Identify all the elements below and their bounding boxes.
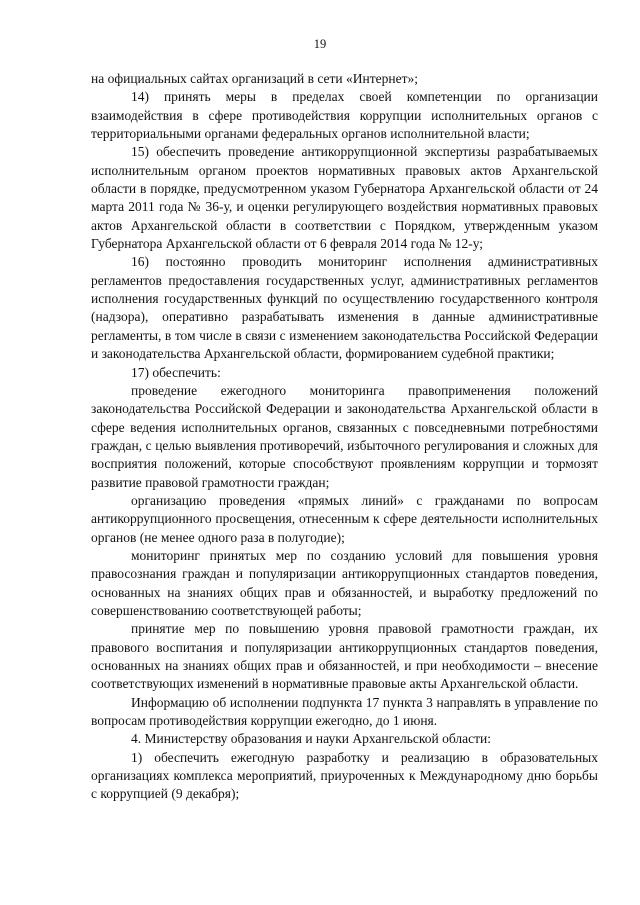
paragraph-legal-literacy: принятие мер по повышению уровня правовой грамотности граждан, их правового воспитания и популяризации антикоррупционных стандартов поведения, основанных на знаниях общих прав и обязанностей, и при необходимости – внесение соответствующих изменений в нормативные правовые акты Архангельской области. bbox=[91, 621, 598, 692]
paragraph-item-15: 15) обеспечить проведение антикоррупционной экспертизы разрабатываемых исполнительным органом проектов нормативных правовых актов Архангельской области в порядке, предусмотренном указом Губернатора Архангельской области от 24 марта 2011 года № 36-у, и оценки регулирующего воздействия нормативных правовых актов Архангельской области в соответствии с Порядком, утвержденным указом Губернатора Архангельской области от 6 февраля 2014 года № 12-у; bbox=[91, 144, 598, 252]
paragraph-measures-monitoring: мониторинг принятых мер по созданию условий для повышения уровня правосознания граждан и популяризации антикоррупционных стандартов поведения, основанных на знаниях общих прав и обязанностей, и выработку предложений по совершенствованию соответствующей работы; bbox=[91, 547, 598, 618]
paragraph-direct-lines: организацию проведения «прямых линий» с гражданами по вопросам антикоррупционного просвещения, отнесенным к сфере деятельности исполнительных органов (не менее одного раза в полугодие); bbox=[91, 492, 598, 545]
document-body bbox=[91, 70, 598, 804]
paragraph-section-4: 4. Министерству образования и науки Архангельской области: bbox=[131, 731, 491, 747]
page-number: 19 bbox=[313, 37, 327, 51]
paragraph-monitoring: проведение ежегодного мониторинга правоприменения положений законодательства Российской Федерации и законодательства Архангельской области в сфере ведения исполнительных органов, связанных с повседневными потребностями граждан, с целью выявления противоречий, избыточного регулирования и сложных для восприятия положений, которые способствуют проявлениям коррупции и тормозят развитие правовой грамотности граждан; bbox=[91, 382, 598, 490]
paragraph-section-4-item-1: 1) обеспечить ежегодную разработку и реализацию в образовательных организациях комплекса мероприятий, приуроченных к Международному дню борьбы с коррупцией (9 декабря); bbox=[91, 749, 598, 802]
paragraph-item-16: 16) постоянно проводить мониторинг исполнения административных регламентов предоставления государственных услуг, административных регламентов исполнения государственных функций по осуществлению государственного контроля (надзора), оперативно разрабатывать изменения в данные административные регламенты, в том числе в связи с изменением законодательства Российской Федерации и законодательства Архангельской области, формированием судебной практики; bbox=[91, 254, 598, 362]
paragraph-reporting: Информацию об исполнении подпункта 17 пункта 3 направлять в управление по вопросам противодействия коррупции ежегодно, до 1 июня. bbox=[91, 694, 598, 729]
paragraph-item-14: 14) принять меры в пределах своей компетенции по организации взаимодействия в сфере противодействия коррупции исполнительных органов с территориальными органами федеральных органов исполнительной власти; bbox=[91, 89, 598, 142]
paragraph-continuation: на официальных сайтах организаций в сети «Интернет»; bbox=[91, 71, 418, 86]
paragraph-item-17: 17) обеспечить: bbox=[131, 364, 221, 380]
